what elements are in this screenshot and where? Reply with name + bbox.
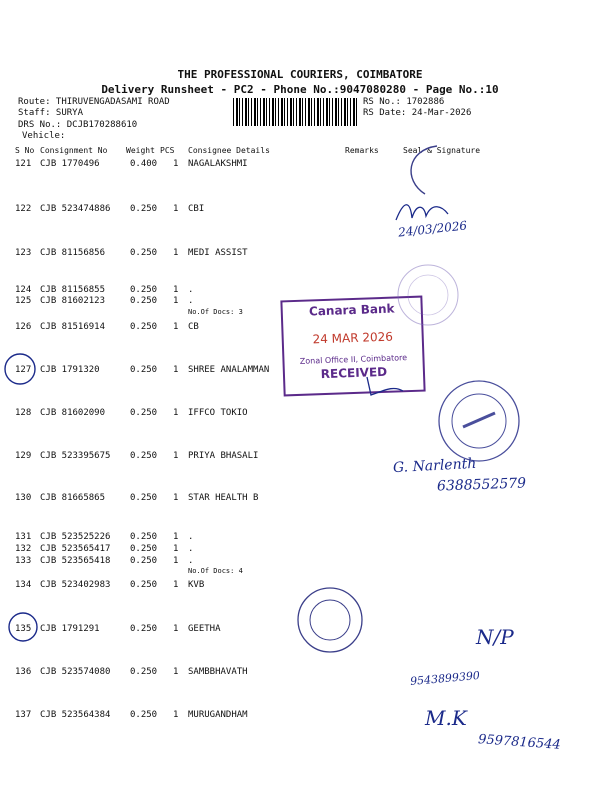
staff-label: Staff: SURYA	[18, 108, 84, 118]
row-pcs: 1	[173, 556, 179, 566]
col-seal: Seal & Signature	[403, 146, 481, 155]
row-weight: 0.250	[130, 285, 158, 295]
row-pcs: 1	[173, 451, 179, 461]
row-sno: 122	[15, 204, 32, 214]
row-weight: 0.250	[130, 451, 158, 461]
col-pcs: PCS	[160, 146, 175, 155]
row-sno: 124	[15, 285, 32, 295]
row-weight: 0.250	[130, 322, 158, 332]
row-pcs: 1	[173, 204, 179, 214]
row-weight: 0.250	[130, 204, 158, 214]
row-consignee: SAMBBHAVATH	[188, 667, 248, 677]
row-sno: 137	[15, 710, 32, 720]
row-consignment: CJB 523565417	[40, 544, 111, 554]
row-sno: 123	[15, 248, 32, 258]
round-seal	[293, 583, 367, 657]
route-label: Route: THIRUVENGADASAMI ROAD	[18, 97, 170, 107]
handwritten-initials: M.K	[425, 706, 467, 730]
row-pcs: 1	[173, 532, 179, 542]
col-sno: S No	[15, 146, 35, 155]
stamp-received: RECEIVED	[320, 364, 388, 382]
round-seal	[393, 260, 463, 330]
row-weight: 0.250	[130, 493, 158, 503]
table-row	[0, 710, 248, 770]
row-weight: 0.250	[130, 248, 158, 258]
row-consignment: CJB 1791291	[40, 624, 100, 634]
circle-mark-135	[6, 610, 40, 644]
row-weight: 0.250	[130, 408, 158, 418]
stamp-office: Zonal Office II, Coimbatore	[299, 353, 408, 366]
row-pcs: 1	[173, 322, 179, 332]
row-consignment: CJB 523402983	[40, 580, 111, 590]
row-weight: 0.250	[130, 667, 158, 677]
handwritten-phone: 6388552579	[436, 475, 527, 495]
col-consignee: Consignee Details	[188, 146, 270, 155]
page-title: THE PROFESSIONAL COURIERS, COIMBATORE	[177, 68, 423, 81]
row-weight: 0.250	[130, 365, 158, 375]
row-sno: 131	[15, 532, 32, 542]
row-consignee: STAR HEALTH B	[188, 493, 259, 503]
row-consignment: CJB 523564384	[40, 710, 111, 720]
row-consignment: CJB 81156855	[40, 285, 106, 295]
row-consignee: CB	[188, 322, 199, 332]
signature-scribble	[363, 371, 413, 401]
row-consignment: CJB 1770496	[40, 159, 100, 169]
rs-date: RS Date: 24-Mar-2026	[363, 108, 472, 118]
row-consignee: SHREE ANALAMMAN	[188, 365, 270, 375]
row-pcs: 1	[173, 710, 179, 720]
row-consignee: .	[188, 556, 194, 566]
row-weight: 0.250	[130, 580, 158, 590]
row-sno: 133	[15, 556, 32, 566]
docs-note: No.Of Docs: 4	[188, 567, 243, 575]
row-consignment: CJB 81516914	[40, 322, 106, 332]
row-consignment: CJB 523474886	[40, 204, 111, 214]
row-consignee: GEETHA	[188, 624, 221, 634]
row-sno: 134	[15, 580, 32, 590]
row-sno: 135	[15, 624, 32, 634]
row-pcs: 1	[173, 624, 179, 634]
row-sno: 129	[15, 451, 32, 461]
docs-note: No.Of Docs: 3	[188, 308, 243, 316]
row-consignee: KVB	[188, 580, 205, 590]
handwritten-phone: 9543899390	[409, 668, 481, 689]
row-pcs: 1	[173, 159, 179, 169]
row-consignment: CJB 523525226	[40, 532, 111, 542]
col-weight: Weight	[126, 146, 155, 155]
row-consignee: CBI	[188, 204, 205, 214]
page-subtitle: Delivery Runsheet - PC2 - Phone No.:9047080280 - Page No.:10	[101, 83, 499, 96]
row-consignment: CJB 81665865	[40, 493, 106, 503]
row-weight: 0.250	[130, 296, 158, 306]
row-consignment: CJB 523565418	[40, 556, 111, 566]
row-sno: 132	[15, 544, 32, 554]
row-weight: 0.400	[130, 159, 158, 169]
round-seal	[397, 140, 447, 200]
row-weight: 0.250	[130, 556, 158, 566]
row-consignee: MURUGANDHAM	[188, 710, 248, 720]
row-weight: 0.250	[130, 624, 158, 634]
row-sno: 126	[15, 322, 32, 332]
row-consignee: IFFCO TOKIO	[188, 408, 248, 418]
vehicle-label: Vehicle:	[22, 131, 66, 141]
row-consignee: NAGALAKSHMI	[188, 159, 248, 169]
stamp-date: 24 MAR 2026	[312, 329, 394, 347]
stamp-bank-name: Canara Bank	[308, 301, 395, 319]
row-consignment: CJB 81602090	[40, 408, 106, 418]
row-consignee: .	[188, 532, 194, 542]
row-pcs: 1	[173, 408, 179, 418]
row-pcs: 1	[173, 296, 179, 306]
signature-scribble	[392, 196, 452, 226]
row-pcs: 1	[173, 365, 179, 375]
row-pcs: 1	[173, 667, 179, 677]
row-sno: 125	[15, 296, 32, 306]
row-weight: 0.250	[130, 544, 158, 554]
row-pcs: 1	[173, 580, 179, 590]
row-consignment: CJB 81602123	[40, 296, 106, 306]
drs-label: DRS No.: DCJB170288610	[18, 120, 138, 130]
round-seal	[433, 375, 525, 467]
handwritten-np: N/P	[476, 625, 514, 649]
row-consignee: .	[188, 544, 194, 554]
handwritten-date: 24/03/2026	[397, 218, 468, 240]
barcode	[233, 98, 359, 126]
row-consignment: CJB 1791320	[40, 365, 100, 375]
row-weight: 0.250	[130, 710, 158, 720]
row-consignment: CJB 523574080	[40, 667, 111, 677]
row-consignment: CJB 523395675	[40, 451, 111, 461]
row-consignee: .	[188, 296, 194, 306]
row-sno: 121	[15, 159, 32, 169]
row-pcs: 1	[173, 285, 179, 295]
col-consignment: Consignment No	[40, 146, 108, 155]
handwritten-phone: 9597816544	[477, 732, 562, 753]
row-consignee: PRIYA BHASALI	[188, 451, 259, 461]
row-sno: 130	[15, 493, 32, 503]
row-pcs: 1	[173, 248, 179, 258]
handwritten-name: G. Narlenth	[392, 455, 477, 477]
row-sno: 136	[15, 667, 32, 677]
row-pcs: 1	[173, 544, 179, 554]
circle-mark-127	[2, 350, 38, 386]
row-sno: 128	[15, 408, 32, 418]
row-sno: 127	[15, 365, 32, 375]
rs-no: RS No.: 1702886	[363, 97, 445, 107]
row-consignee: MEDI ASSIST	[188, 248, 248, 258]
row-pcs: 1	[173, 493, 179, 503]
row-consignment: CJB 81156856	[40, 248, 106, 258]
col-remarks: Remarks	[345, 146, 379, 155]
row-consignee: .	[188, 285, 194, 295]
row-weight: 0.250	[130, 532, 158, 542]
